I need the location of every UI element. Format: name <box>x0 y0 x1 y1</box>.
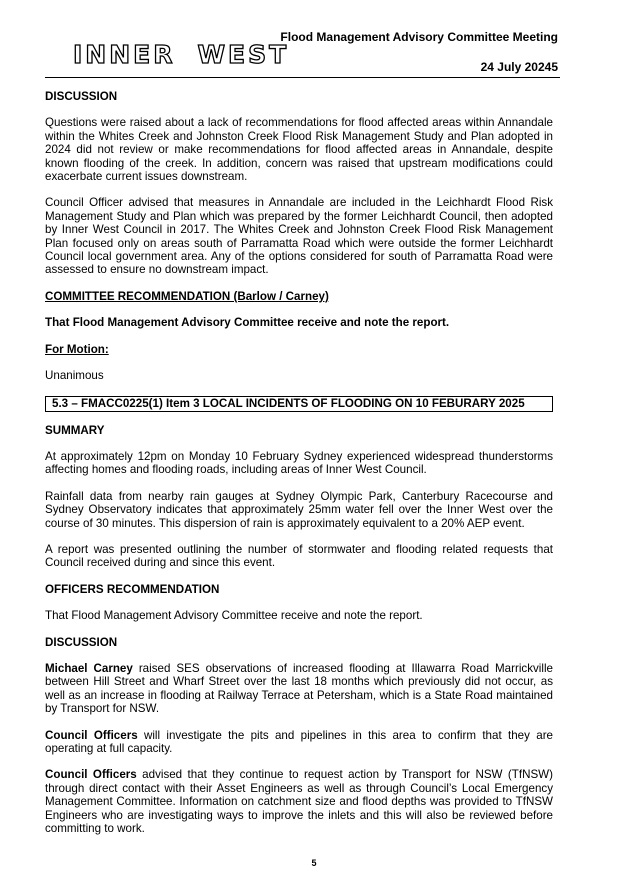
discussion-heading: DISCUSSION <box>45 635 118 649</box>
summary-paragraph: At approximately 12pm on Monday 10 February Sydney experienced widespread thunderstorms affecting homes and flooding roads, including areas of Inner West Council. <box>45 449 553 477</box>
discussion-paragraph <box>45 662 553 716</box>
committee-recommendation-heading: COMMITTEE RECOMMENDATION (Barlow / Carney) <box>45 289 329 303</box>
speaker-name: Michael Carney <box>45 661 133 675</box>
summary-paragraph: A report was presented outlining the number of stormwater and flooding related requests that Council received during and since this event. <box>45 542 553 570</box>
speaker-name: Council Officers <box>45 728 138 742</box>
committee-recommendation-text: That Flood Management Advisory Committee receive and note the report. <box>45 316 450 330</box>
logo-word-west: WEST <box>197 40 290 69</box>
logo-word-inner: INNER <box>73 40 176 69</box>
discussion-text: raised SES observations of increased flooding at Illawarra Road Marrickville between Hill Street and Wharf Street over the last 18 months which previously did not occur, as well as an increase in flooding at Railway Terrace at Petersham, which is a State Road maintained by Transport for NSW. <box>45 661 553 716</box>
header-divider <box>45 77 560 78</box>
inner-west-logo <box>73 42 289 67</box>
discussion-heading: DISCUSSION <box>45 90 118 103</box>
summary-heading: SUMMARY <box>45 423 105 437</box>
page-number: 5 <box>311 858 317 868</box>
discussion-text: advised that they continue to request action by Transport for NSW (TfNSW) through direct contact with their Asset Engineers as well as through Council’s Local Emergency Management Committee. Information on catchment size and flood depths was provided to TfNSW Engineers who are investigating ways to improve the inlets and this will also be reviewed before committing to work. <box>45 768 553 836</box>
discussion-paragraph <box>45 729 553 756</box>
discussion-text: will investigate the pits and pipelines in this area to confirm that they are operating at full capacity. <box>45 728 554 755</box>
speaker-name: Council Officers <box>45 768 137 782</box>
agenda-item-heading: 5.3 – FMACC0225(1) Item 3 LOCAL INCIDENTS OF FLOODING ON 10 FEBURARY 2025 <box>45 396 553 412</box>
discussion-paragraph: Questions were raised about a lack of recommendations for flood affected areas within Annandale within the Whites Creek and Johnston Creek Flood Risk Management Study and Plan adopted in 2024 did not review or make recommendations for flood affected areas in Annandale, despite known flooding of the creek. In addition, concern was raised that upstream modifications could exacerbate current issues downstream. <box>45 116 553 184</box>
officers-recommendation-text: That Flood Management Advisory Committee receive and note the report. <box>45 609 423 623</box>
meeting-date: 24 July 20245 <box>480 60 558 74</box>
meeting-title: Flood Management Advisory Committee Meeting <box>280 30 558 44</box>
summary-paragraph: Rainfall data from nearby rain gauges at Sydney Olympic Park, Canterbury Racecourse and Sydney Observatory indicates that approximately 25mm water fell over the Inner West over the course of 30 minutes. This dispersion of rain is approximately equivalent to a 20% AEP event. <box>45 489 553 530</box>
document-body <box>45 90 553 848</box>
discussion-paragraph <box>45 768 553 835</box>
motion-label: For Motion: <box>45 342 109 356</box>
discussion-paragraph: Council Officer advised that measures in Annandale are included in the Leichhardt Flood Risk Management Study and Plan which was prepared by the former Leichhardt Council, then adopted by Inner West Council in 2017. The Whites Creek and Johnston Creek Flood Risk Management Plan focused only on areas south of Parramatta Road which were outside the former Leichhardt Council local government area. Any of the options considered for south of Parramatta Road were assessed to ensure no downstream impact. <box>45 196 553 277</box>
officers-recommendation-heading: OFFICERS RECOMMENDATION <box>45 582 220 596</box>
motion-value: Unanimous <box>45 369 104 383</box>
